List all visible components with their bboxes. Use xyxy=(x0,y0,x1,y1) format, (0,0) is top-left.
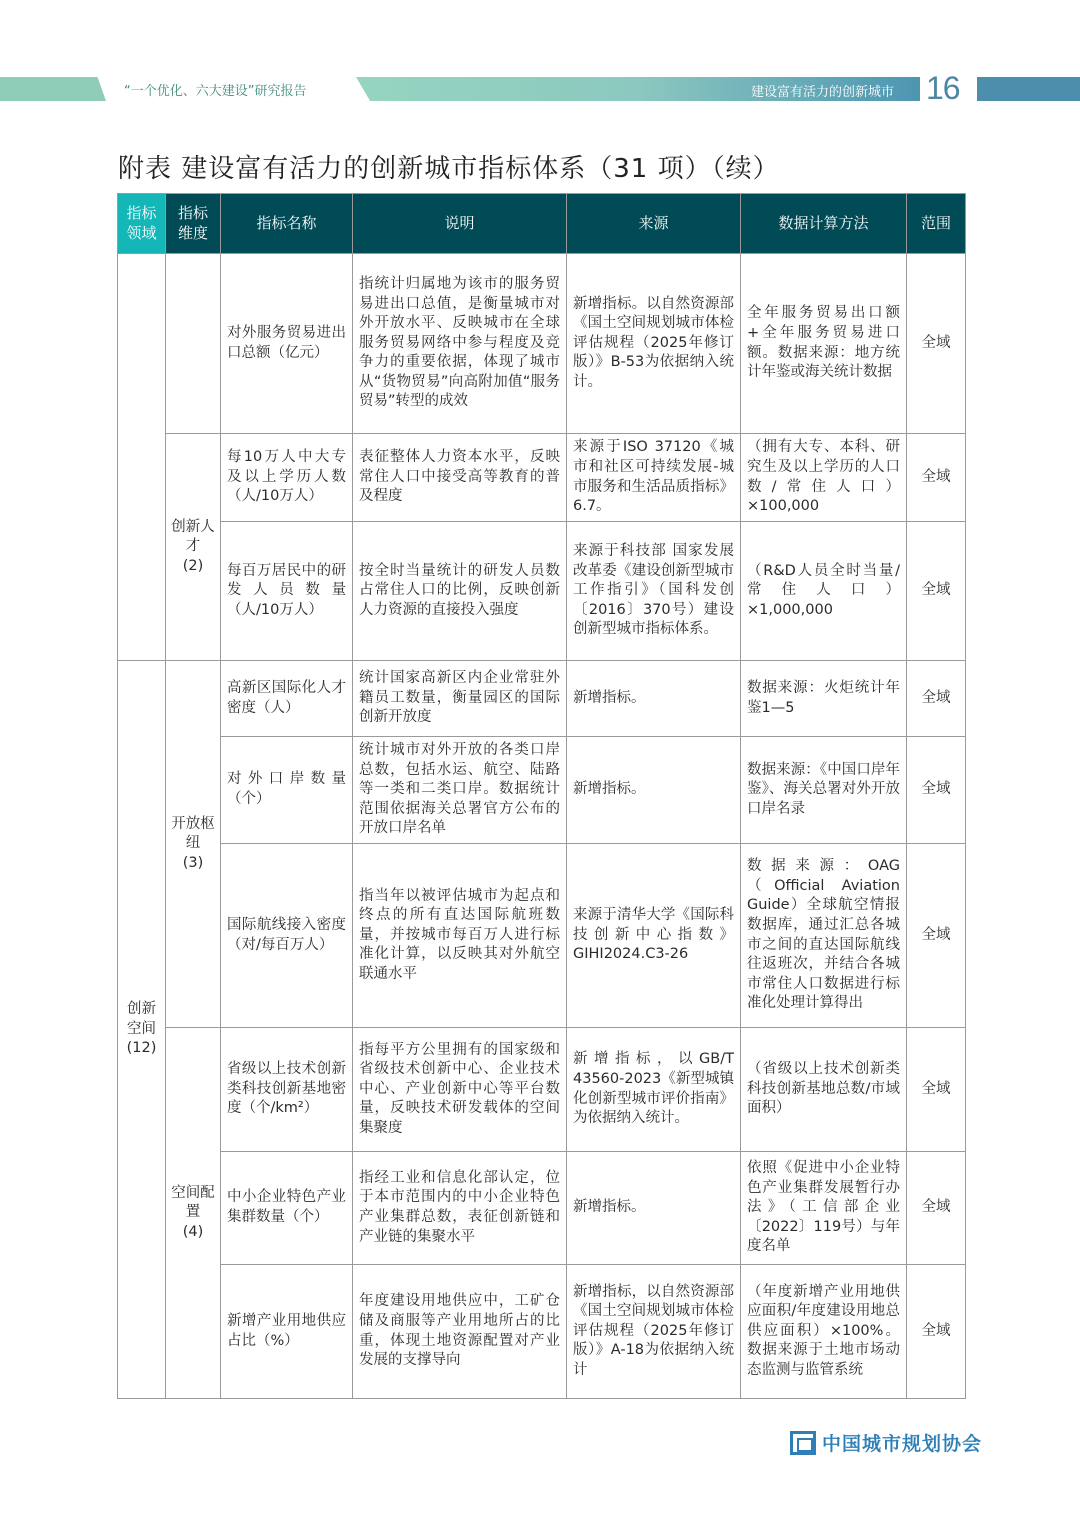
indicator-desc: 指经工业和信息化部认定，位于本市范围内的中小企业特色产业集群总数，表征创新链和产业链的集聚水平 xyxy=(353,1152,567,1265)
col-header: 指标维度 xyxy=(166,194,221,254)
domain-cell: 创新空间 (12) xyxy=(118,661,166,1399)
domain-cell-continued xyxy=(118,254,166,661)
indicator-name: 对外服务贸易进出口总额（亿元） xyxy=(221,254,353,434)
indicator-scope: 全域 xyxy=(907,1028,966,1152)
indicator-desc: 统计城市对外开放的各类口岸总数，包括水运、航空、陆路等一类和二类口岸。数据统计范围依据海关总署官方公布的开放口岸名单 xyxy=(353,737,567,844)
indicator-scope: 全域 xyxy=(907,844,966,1028)
indicator-source: 新增指标。 xyxy=(567,737,741,844)
indicator-method: （年度新增产业用地供应面积/年度建设用地总供应面积）×100%。数据来源于土地市场动态监测与监管系统 xyxy=(741,1265,907,1399)
table-row xyxy=(118,1265,966,1399)
indicator-method: （R&D人员全时当量/常住人口）×1,000,000 xyxy=(741,522,907,661)
table-row xyxy=(118,737,966,844)
indicator-method: 依照《促进中小企业特色产业集群发展暂行办法》（工信部企业〔2022〕119号）与年度名单 xyxy=(741,1152,907,1265)
indicator-scope: 全域 xyxy=(907,254,966,434)
table-row xyxy=(118,661,966,737)
indicator-name: 省级以上技术创新类科技创新基地密度（个/km²） xyxy=(221,1028,353,1152)
header-band-right xyxy=(977,77,1080,101)
indicator-name: 新增产业用地供应占比（%） xyxy=(221,1265,353,1399)
section-name: 建设富有活力的创新城市 xyxy=(750,85,894,100)
table-row xyxy=(118,1152,966,1265)
indicator-name: 每10万人中大专及以上学历人数（人/10万人） xyxy=(221,434,353,522)
header-band-left xyxy=(0,77,106,101)
indicator-name: 中小企业特色产业集群数量（个） xyxy=(221,1152,353,1265)
indicator-method: （拥有大专、本科、研究生及以上学历的人口数/常住人口）×100,000 xyxy=(741,434,907,522)
col-header: 指标名称 xyxy=(221,194,353,254)
indicator-source: 新增指标，以GB/T 43560-2023《新型城镇化创新型城市评价指南》为依据纳入统计。 xyxy=(567,1028,741,1152)
indicator-scope: 全域 xyxy=(907,1265,966,1399)
indicator-source: 来源于清华大学《国际科技创新中心指数》GIHI2024.C3-26 xyxy=(567,844,741,1028)
table-row xyxy=(118,1028,966,1152)
col-header: 说明 xyxy=(353,194,567,254)
indicator-source: 新增指标。以自然资源部《国土空间规划城市体检评估规程（2025年修订版）》B-53为依据纳入统计。 xyxy=(567,254,741,434)
table-row xyxy=(118,254,966,434)
indicator-method: 数据来源：OAG（Official Aviation Guide）全球航空情报数据库，通过汇总各城市之间的直达国际航线往返班次，并结合各城市常住人口数据进行标准化处理计算得出 xyxy=(741,844,907,1028)
dimension-cell: 开放枢纽 (3) xyxy=(166,661,221,1028)
table-row xyxy=(118,434,966,522)
indicator-scope: 全域 xyxy=(907,1152,966,1265)
dimension-cell-continued xyxy=(166,254,221,434)
indicator-desc: 按全时当量统计的研发人员数占常住人口的比例，反映创新人力资源的直接投入强度 xyxy=(353,522,567,661)
indicator-desc: 指统计归属地为该市的服务贸易进出口总值，是衡量城市对外开放水平、反映城市在全球服务贸易网络中参与程度及竞争力的重要依据，体现了城市从“货物贸易”向高附加值“服务贸易”转型的成效 xyxy=(353,254,567,434)
page-number: 16 xyxy=(926,70,960,106)
indicator-name: 每百万居民中的研发人员数量（人/10万人） xyxy=(221,522,353,661)
association-logo xyxy=(790,1429,982,1456)
indicator-source: 新增指标，以自然资源部《国土空间规划城市体检评估规程（2025年修订版）》A-18为依据纳入统计 xyxy=(567,1265,741,1399)
indicator-desc: 年度建设用地供应中，工矿仓储及商服等产业用地所占的比重，体现土地资源配置对产业发展的支撑导向 xyxy=(353,1265,567,1399)
indicator-method: （省级以上技术创新类科技创新基地总数/市域面积） xyxy=(741,1028,907,1152)
indicator-source: 新增指标。 xyxy=(567,1152,741,1265)
indicator-scope: 全域 xyxy=(907,434,966,522)
indicator-method: 全年服务贸易出口额+全年服务贸易进口额。数据来源：地方统计年鉴或海关统计数据 xyxy=(741,254,907,434)
indicator-desc: 统计国家高新区内企业常驻外籍员工数量，衡量园区的国际创新开放度 xyxy=(353,661,567,737)
page-title: 附表 建设富有活力的创新城市指标体系（31 项）（续） xyxy=(118,154,780,184)
indicator-desc: 指每平方公里拥有的国家级和省级技术创新中心、企业技术中心、产业创新中心等平台数量，反映技术研发载体的空间集聚度 xyxy=(353,1028,567,1152)
indicator-desc: 表征整体人力资本水平，反映常住人口中接受高等教育的普及程度 xyxy=(353,434,567,522)
table-row xyxy=(118,522,966,661)
indicator-method: 数据来源：火炬统计年鉴1—5 xyxy=(741,661,907,737)
indicator-scope: 全域 xyxy=(907,522,966,661)
dimension-cell: 空间配置 (4) xyxy=(166,1028,221,1399)
indicator-source: 来源于ISO 37120《城市和社区可持续发展-城市服务和生活品质指标》6.7。 xyxy=(567,434,741,522)
indicator-table xyxy=(117,193,966,1399)
table-header-row xyxy=(118,194,966,254)
logo-icon xyxy=(790,1431,816,1455)
indicator-name: 国际航线接入密度（对/每百万人） xyxy=(221,844,353,1028)
dimension-cell: 创新人才 (2) xyxy=(166,434,221,661)
indicator-source: 新增指标。 xyxy=(567,661,741,737)
indicator-name: 对外口岸数量（个） xyxy=(221,737,353,844)
logo-text: 中国城市规划协会 xyxy=(822,1433,983,1455)
indicator-scope: 全域 xyxy=(907,737,966,844)
indicator-name: 高新区国际化人才密度（人） xyxy=(221,661,353,737)
indicator-scope: 全域 xyxy=(907,661,966,737)
col-header: 指标领域 xyxy=(118,194,166,254)
table-row xyxy=(118,844,966,1028)
col-header: 数据计算方法 xyxy=(741,194,907,254)
report-name: “一个优化、六大建设”研究报告 xyxy=(124,84,307,99)
indicator-source: 来源于科技部 国家发展改革委《建设创新型城市工作指引》（国科发创〔2016〕370号）建设创新型城市指标体系。 xyxy=(567,522,741,661)
indicator-desc: 指当年以被评估城市为起点和终点的所有直达国际航班数量，并按城市每百万人进行标准化计算，以反映其对外航空联通水平 xyxy=(353,844,567,1028)
col-header: 来源 xyxy=(567,194,741,254)
col-header: 范围 xyxy=(907,194,966,254)
indicator-method: 数据来源：《中国口岸年鉴》、海关总署对外开放口岸名录 xyxy=(741,737,907,844)
